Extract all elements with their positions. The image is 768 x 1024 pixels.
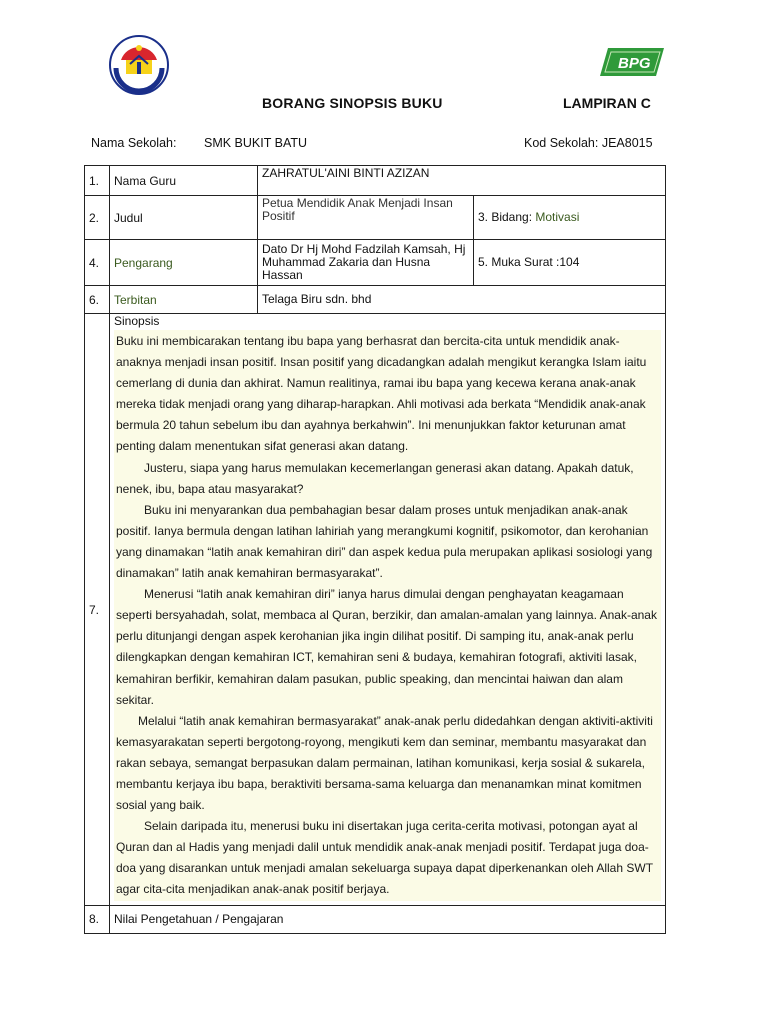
page-count: 5. Muka Surat :104: [474, 240, 666, 286]
publisher-value: Telaga Biru sdn. bhd: [258, 286, 666, 314]
row-values: [85, 905, 666, 933]
school-code: Kod Sekolah: JEA8015: [524, 136, 653, 150]
bpg-logo-text: BPG: [618, 55, 651, 72]
row-label: Nama Guru: [110, 166, 258, 196]
appendix-label: LAMPIRAN C: [563, 95, 651, 111]
row-label: Judul: [110, 196, 258, 240]
row-title: [85, 196, 666, 240]
row-label: Pengarang: [110, 240, 258, 286]
school-name-label: Nama Sekolah:: [91, 136, 177, 150]
category-value: Motivasi: [535, 210, 580, 224]
row-number: 6.: [85, 286, 110, 314]
synopsis-text: [114, 330, 661, 901]
synopsis-form-table: [84, 165, 666, 934]
synopsis-paragraph: Melalui “latih anak kemahiran bermasyarakat” anak-anak perlu didedahkan dengan aktiviti-aktiviti kemasyarakatan seperti bergotong-royong, mengikuti kem dan seminar, membantu masyarakat dan rakan sebaya, semangat berpasukan dalam permainan, latihan komunikasi, kerja sosial & sukarela, membantu kerjaya ibu bapa, beraktiviti bersama-sama keluarga dan menanamkan minat komitmen sosial yang baik.: [116, 713, 653, 813]
row-publisher: [85, 286, 666, 314]
teacher-name-value: ZAHRATUL'AINI BINTI AZIZAN: [258, 166, 666, 196]
synopsis-paragraph: Buku ini membicarakan tentang ibu bapa yang berhasrat dan bercita-cita untuk mendidik anak-anaknya menjadi insan positif. Insan positif yang dicadangkan adalah mengikut kerangka Islam iaitu cemerlang di dunia dan akhirat. Namun realitinya, ramai ibu bapa yang kecewa kerana anak-anak mereka tidak menjadi orang yang diharap-harapkan. Ahli motivasi ada berkata “Mendidik anak-anak bermula 20 tahun sebelum ibu dan ayahnya berkahwin”. Ini menunjukkan faktor keturunan amat penting dalam menentukan sifat generasi akan datang.: [116, 334, 647, 454]
synopsis-paragraph: Buku ini menyarankan dua pembahagian besar dalam proses untuk menjadikan anak-anak positif. Ianya bermula dengan latihan lahiriah yang merangkumi kognitif, psikomotor, dan kerohanian yang dinamakan “latih anak kemahiran diri” dan aspek kedua pula merupakan aplikasi sosiologi yang dinamakan” latih anak kemahiran bermasyarakat”.: [116, 502, 653, 581]
synopsis-paragraph: Menerusi “latih anak kemahiran diri” ianya harus dimulai dengan penghayatan keagamaan seperti bersyahadah, solat, membaca al Quran, berzikir, dan amalan-amalan yang lainnya. Anak-anak perlu ditunjangi dengan aspek kerohanian jika ingin dilihat positif. Di samping itu, anak-anak perlu dilengkapkan dengan kemahiran ICT, kemahiran seni & budaya, kemahiran fotografi, aktiviti lasak, kemahiran berfikir, kemahiran dalam pasukan, public speaking, dan mencintai haiwan dan alam sekitar.: [116, 587, 657, 707]
row-author: [85, 240, 666, 286]
synopsis-paragraph: Selain daripada itu, menerusi buku ini disertakan juga cerita-cerita motivasi, potongan ayat al Quran dan al Hadis yang menjadi dalil untuk mendidik anak-anak menjadi positif. Terdapat juga doa-doa yang disarankan untuk menjadi amalan sekeluarga supaya dapat diperkenankan oleh Allah SWT agar cita-cita menjadikan anak-anak positif berjaya.: [116, 819, 653, 897]
row-number: 4.: [85, 240, 110, 286]
row-number: 8.: [85, 905, 110, 933]
row-number: 2.: [85, 196, 110, 240]
form-title: BORANG SINOPSIS BUKU: [262, 95, 443, 111]
category-label: 3. Bidang:: [478, 210, 536, 224]
synopsis-label: Sinopsis: [114, 314, 160, 328]
row-label: Terbitan: [110, 286, 258, 314]
row-teacher-name: [85, 166, 666, 196]
row-synopsis: [85, 314, 666, 906]
row-number: 1.: [85, 166, 110, 196]
bpg-logo: [598, 44, 666, 80]
values-label: Nilai Pengetahuan / Pengajaran: [110, 905, 666, 933]
field-category: [474, 196, 666, 240]
row-number: 7.: [85, 314, 110, 906]
synopsis-paragraph: Justeru, siapa yang harus memulakan kecemerlangan generasi akan datang. Apakah datuk, nenek, ibu, bapa atau masyarakat?: [116, 460, 634, 496]
school-name-value: SMK BUKIT BATU: [204, 136, 308, 150]
author-value: Dato Dr Hj Mohd Fadzilah Kamsah, Hj Muhammad Zakaria dan Husna Hassan: [258, 240, 474, 286]
synopsis-cell: [110, 314, 666, 906]
ministry-crest-logo: [108, 34, 170, 96]
book-title-value: Petua Mendidik Anak Menjadi Insan Positif: [258, 196, 474, 240]
